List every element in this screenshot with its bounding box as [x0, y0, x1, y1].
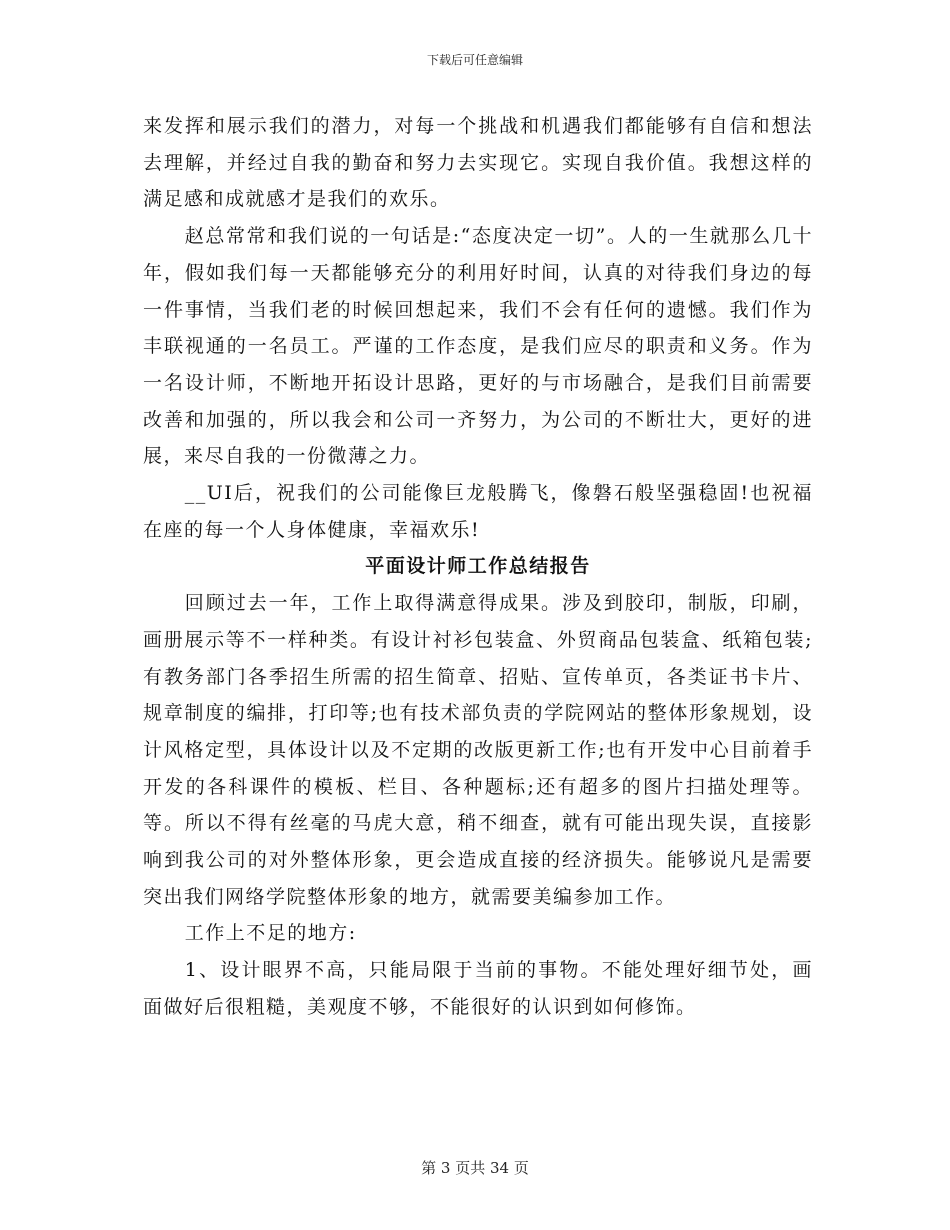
paragraph-shortcoming-1: 1、设计眼界不高，只能局限于当前的事物。不能处理好细节处，画面做好后很粗糙，美观度不够，不能很好的认识到如何修饰。 [143, 959, 813, 1018]
paragraph-attitude: 赵总常常和我们说的一句话是:“态度决定一切”。人的一生就那么几十年，假如我们每一天都能够充分的利用好时间，认真的对待我们身边的每一件事情，当我们老的时候回想起来，我们不会有任何的遗憾。我们作为丰联视通的一名员工。严谨的工作态度，是我们应尽的职责和义务。作为一名设计师，不断地开拓设计思路，更好的与市场融合，是我们目前需要改善和加强的，所以我会和公司一齐努力，为公司的不断壮大，更好的进展，来尽自我的一份微薄之力。 [143, 225, 813, 468]
paragraph-review: 回顾过去一年，工作上取得满意得成果。涉及到胶印，制版，印刷，画册展示等不一样种类。有设计衬衫包装盒、外贸商品包装盒、纸箱包装;有教务部门各季招生所需的招生简章、招贴、宣传单页，各类证书卡片、规章制度的编排，打印等;也有技术部负责的学院网站的整体形象规划，设计风格定型，具体设计以及不定期的改版更新工作;也有开发中心目前着手开发的各科课件的模板、栏目、各种题标;还有超多的图片扫描处理等。等。所以不得有丝毫的马虎大意，稍不细查，就有可能出现失误，直接影响到我公司的对外整体形象，更会造成直接的经济损失。能够说凡是需要突出我们网络学院整体形象的地方，就需要美编参加工作。 [143, 592, 813, 908]
paragraph-continuation: 来发挥和展示我们的潜力，对每一个挑战和机遇我们都能够有自信和想法去理解，并经过自我的勤奋和努力去实现它。实现自我价值。我想这样的满足感和成就感才是我们的欢乐。 [143, 115, 813, 211]
section-title: 平面设计师工作总结报告 [365, 555, 591, 578]
paragraph-shortcomings-heading: 工作上不足的地方: [184, 922, 357, 945]
document-body [143, 108, 813, 1026]
paragraph-blessing: __UI后，祝我们的公司能像巨龙般腾飞，像磐石般坚强稳固!也祝福在座的每一个人身体健康，幸福欢乐! [143, 482, 813, 541]
page-footer: 第 3 页共 34 页 [421, 1159, 529, 1177]
page-header: 下载后可任意编辑 [426, 53, 523, 67]
